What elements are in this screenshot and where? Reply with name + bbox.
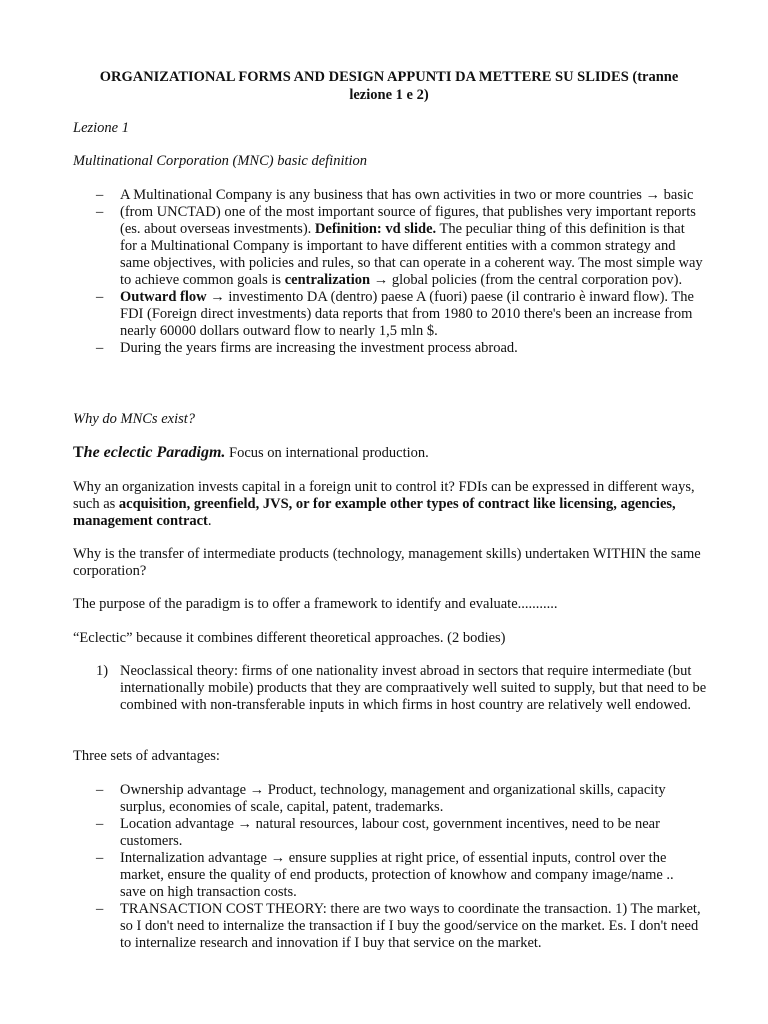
paragraph-text: Why an organization invests capital in a foreign unit to control it? FDIs can be expressed in different ways, such as xyxy=(73,479,695,512)
dash-marker: – xyxy=(96,187,104,203)
title-line-1: ORGANIZATIONAL FORMS AND DESIGN APPUNTI DA METTERE SU SLIDES (tranne xyxy=(99,69,679,85)
numbered-item xyxy=(73,663,750,714)
bullet-bold-text: Definition: vd slide. xyxy=(314,221,437,237)
paragraph-fdi xyxy=(73,479,703,530)
definition-list xyxy=(73,187,703,357)
eclectic-subtitle: Focus on international production. xyxy=(225,445,429,461)
list-item xyxy=(73,782,703,816)
list-item xyxy=(73,204,703,289)
bullet-text: The peculiar thing of this definition is that for a Multinational Company is important to have different entities with a common strategy and same objectives, with policies and rules, so that can operate in a coherent way. The most simple way to achieve common goals is xyxy=(120,221,703,288)
bullet-text: Location advantage → natural resources, labour cost, government incentives, need to be near customers. xyxy=(120,816,660,849)
three-sets-heading: Three sets of advantages: xyxy=(73,748,220,764)
numbered-text: Neoclassical theory: firms of one nationality invest abroad in sectors that require intermediate (but internationally mobile) products that they are compraatively well suited to supply, but that need to be combined with non-transferable inputs in which firms in host country are relatively well endowed. xyxy=(120,663,707,713)
paragraph-transfer: Why is the transfer of intermediate products (technology, management skills) undertaken WITHIN the same corporation? xyxy=(73,546,701,579)
dash-marker: – xyxy=(96,340,104,356)
list-item xyxy=(73,187,703,204)
bullet-text: Internalization advantage → ensure supplies at right price, of essential inputs, control over the market, ensure the quality of end products, protection of knowhow and company image/name .. save on high transaction costs. xyxy=(120,850,674,900)
bullet-bold-text: Outward flow xyxy=(120,289,207,305)
eclectic-title: he eclectic Paradigm. xyxy=(83,444,226,461)
bullet-text: TRANSACTION COST THEORY: there are two ways to coordinate the transaction. 1) The market, so I don't need to internalize the transaction if I buy the good/service on the market. Es. I don't need to internalize research and innovation if I buy that service on the market. xyxy=(120,901,701,951)
eclectic-heading xyxy=(73,444,703,462)
dash-marker: – xyxy=(96,816,104,832)
mnc-heading: Multinational Corporation (MNC) basic definition xyxy=(73,153,368,169)
dash-marker: – xyxy=(96,901,104,917)
list-item xyxy=(73,816,703,850)
document-title xyxy=(74,68,704,104)
dash-marker: – xyxy=(96,204,104,220)
list-item xyxy=(73,340,703,357)
paragraph-text: . xyxy=(207,513,212,529)
number-marker: 1) xyxy=(96,663,109,679)
paragraph-purpose: The purpose of the paradigm is to offer a framework to identify and evaluate........... xyxy=(73,596,558,612)
advantages-list xyxy=(73,782,703,952)
bullet-text: A Multinational Company is any business that has own activities in two or more countries → basic xyxy=(120,187,694,203)
bullet-bold-text: centralization xyxy=(284,272,371,288)
paragraph-eclectic: “Eclectic” because it combines different theoretical approaches. (2 bodies) xyxy=(73,630,506,646)
bullet-text: During the years firms are increasing the investment process abroad. xyxy=(120,340,518,356)
dash-marker: – xyxy=(96,850,104,866)
dash-marker: – xyxy=(96,782,104,798)
list-item xyxy=(73,901,703,952)
why-heading: Why do MNCs exist? xyxy=(73,411,196,427)
eclectic-initial: T xyxy=(73,444,84,461)
bullet-text: → investimento DA (dentro) paese A (fuori) paese (il contrario è inward flow). The FDI (Foreign direct investments) data reports that from 1980 to 2010 there's been an increase from nearly 60000 dollars outward flow to nearly 1,5 mln $. xyxy=(120,289,694,339)
title-line-2: lezione 1 e 2) xyxy=(349,87,429,103)
lesson-heading: Lezione 1 xyxy=(73,120,129,136)
paragraph-bold-text: acquisition, greenfield, JVS, or for example other types of contract like licensing, agencies, management contract xyxy=(73,496,676,529)
bullet-text: Ownership advantage → Product, technology, management and organizational skills, capacity surplus, economies of scale, capital, patent, trademarks. xyxy=(120,782,666,815)
list-item xyxy=(73,850,703,901)
bullet-text: (from UNCTAD) one of the most important source of figures, that publishes very important reports (es. about overseas investments). xyxy=(120,204,696,237)
dash-marker: – xyxy=(96,289,104,305)
list-item xyxy=(73,289,703,340)
bullet-text: → global policies (from the central corporation pov). xyxy=(370,272,683,288)
